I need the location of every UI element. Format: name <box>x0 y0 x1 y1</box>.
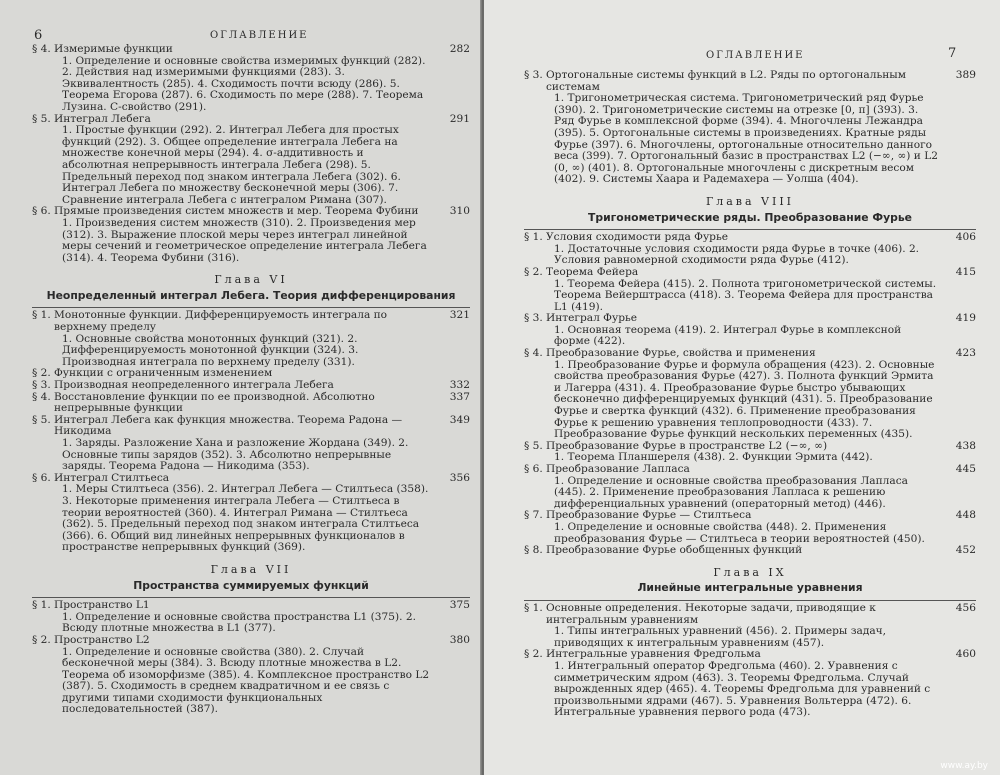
section-mark: § 1. <box>524 601 543 614</box>
section-page: 356 <box>449 471 470 484</box>
chapter-title: Неопределенный интеграл Лебега. Теория дифференцирования <box>46 288 456 302</box>
section-mark: § 8. <box>524 544 543 557</box>
section-page: 445 <box>955 463 976 475</box>
section-mark: § 2. <box>32 367 51 380</box>
section-page: 448 <box>955 509 976 522</box>
section-heading <box>524 510 976 522</box>
section-title: Интеграл Лебега <box>54 112 151 125</box>
section-heading <box>32 415 470 438</box>
section-mark: § 1. <box>32 309 51 322</box>
toc-entry <box>524 649 976 719</box>
section-page: 419 <box>955 312 976 325</box>
subsection-list: 1. Определение и основные свойства (380). 2. Случай бесконечной меры (384). 3. Всюду плотные множества в L2. Теорема об изоморфизме (385). 4. Комплексное пространство L2 (387). 5. Сходимость в среднем квадратичном и ее связь с другими типами сходимости функциональных последовательностей (387). <box>62 645 430 716</box>
section-page: 452 <box>955 544 976 557</box>
section-title: Преобразование Лапласа <box>546 463 690 475</box>
toc-entry <box>32 310 470 368</box>
section-title: Интеграл Стилтьеса <box>54 471 170 484</box>
watermark: www.ay.by <box>940 761 988 771</box>
rule <box>32 307 470 308</box>
section-title: Пространство L1 <box>54 599 150 612</box>
section-page: 291 <box>449 112 470 125</box>
section-title: Интеграл Фурье <box>546 312 638 325</box>
section-title: Преобразование Фурье — Стилтьеса <box>546 509 752 522</box>
chapter-label: Глава IX <box>713 565 787 579</box>
section-heading <box>524 267 976 279</box>
section-page: 375 <box>449 599 470 612</box>
subsection-list: 1. Преобразование Фурье и формула обращения (423). 2. Основные свойства преобразования Фурье (427). 3. Полнота функций Эрмита и Лагерра (431). 4. Преобразование Фурье быстро убывающих бесконечно дифференцируемых функций (431). 5. Преобразование Фурье и свертка функций (432). 6. Применение преобразования Фурье к решению уравнения теплопроводности (433). 7. Преобразование Фурье функций нескольких переменных (435). <box>554 358 935 441</box>
section-mark: § 5. <box>32 112 51 125</box>
section-mark: § 4. <box>524 347 543 360</box>
section-mark: § 2. <box>524 265 543 278</box>
toc-entry <box>32 206 470 264</box>
section-page: 321 <box>449 309 470 322</box>
section-title: Интеграл Лебега как функция множества. Теорема Радона — Никодима <box>54 413 403 438</box>
section-heading <box>524 464 976 476</box>
subsection-list: 1. Теорема Фейера (415). 2. Полнота тригонометрической системы. Теорема Вейерштрасса (418). 3. Теорема Фейера для пространства L1 (419). <box>554 277 937 313</box>
section-mark: § 6. <box>32 471 51 484</box>
section-heading <box>32 635 470 647</box>
section-title: Прямые произведения систем множеств и мер. Теорема Фубини <box>54 205 419 218</box>
section-mark: § 7. <box>524 509 543 522</box>
toc-entry <box>32 392 470 415</box>
section-page: 337 <box>449 390 470 403</box>
section-page: 423 <box>955 347 976 360</box>
toc-entry <box>524 70 976 186</box>
subsection-list: 1. Простые функции (292). 2. Интеграл Лебега для простых функций (292). 3. Общее определение интеграла Лебега на множестве конечной меры (294). 4. σ-аддитивность и абсолютная непрерывность интеграла Лебега (298). 5. Предельный переход под знаком интеграла Лебега (302). 6. Интеграл Лебега по множеству бесконечной меры (306). 7. Сравнение интеграла Лебега с интегралом Римана (307). <box>62 124 401 206</box>
toc-entry <box>524 441 976 464</box>
running-head-right: ОГЛАВЛЕНИЕ <box>706 50 805 61</box>
section-heading <box>32 44 470 56</box>
toc-entry <box>524 603 976 649</box>
section-mark: § 1. <box>524 231 543 244</box>
section-heading <box>32 473 470 485</box>
toc-entry <box>32 380 470 392</box>
page-number-left: 6 <box>34 28 43 43</box>
section-heading <box>524 348 976 360</box>
section-title: Восстановление функции по ее производной. Абсолютно непрерывные функции <box>54 390 375 415</box>
right-page <box>484 0 1000 775</box>
section-title: Ортогональные системы функций в L2. Ряды по ортогональным системам <box>546 69 906 93</box>
section-page: 380 <box>449 633 470 646</box>
section-mark: § 3. <box>524 69 543 81</box>
section-mark: § 3. <box>524 312 543 325</box>
section-heading <box>32 392 470 415</box>
section-title: Преобразование Фурье в пространстве L2 (−∞, ∞) <box>546 439 828 452</box>
toc-entry <box>524 510 976 545</box>
toc-entry <box>32 600 470 635</box>
subsection-list: 1. Определение и основные свойства измеримых функций (282). 2. Действия над измеримыми функциями (283). 3. Эквивалентность (285). 4. Сходимость почти всюду (286). 5. Теорема Егорова (287). 6. Сходимость по мере (288). 7. Теорема Лузина. С-свойство (291). <box>62 54 426 113</box>
subsection-list: 1. Заряды. Разложение Хана и разложение Жордана (349). 2. Основные типы зарядов (352). 3. Абсолютно непрерывные заряды. Теорема Радона — Никодима (353). <box>62 437 409 473</box>
section-page: 282 <box>449 43 470 55</box>
subsection-list: 1. Определение и основные свойства преобразования Лапласа (445). 2. Применение преобразования Лапласа к решению дифференциальных уравнений (операторный метод) (446). <box>554 474 908 510</box>
section-mark: § 2. <box>32 633 51 646</box>
section-title: Пространство L2 <box>54 633 150 646</box>
chapter-title: Линейные интегральные уравнения <box>637 581 863 595</box>
toc-entry <box>524 232 976 267</box>
section-title: Преобразование Фурье обобщенных функций <box>546 544 803 557</box>
toc-entry <box>524 348 976 441</box>
section-page: 415 <box>955 265 976 278</box>
toc-left <box>32 44 470 716</box>
section-heading <box>32 114 470 126</box>
subsection-list: 1. Достаточные условия сходимости ряда Фурье в точке (406). 2. Условия равномерной сходимости ряда Фурье (412). <box>554 242 920 267</box>
page-number-right: 7 <box>948 46 957 61</box>
section-mark: § 6. <box>32 205 51 218</box>
section-heading <box>524 545 976 557</box>
chapter-label: Глава VIII <box>705 194 795 208</box>
subsection-list: 1. Произведения систем множеств (310). 2. Произведения мер (312). 3. Выражение плоской меры через интеграл линейной меры сечений и геометрическое определение интеграла Лебега (314). 4. Теорема Фубини (316). <box>62 216 427 264</box>
toc-entry <box>524 313 976 348</box>
section-mark: § 4. <box>32 390 51 403</box>
section-mark: § 5. <box>524 439 543 452</box>
subsection-list: 1. Интегральный оператор Фредгольма (460). 2. Уравнения с симметрическим ядром (463). 3. Теоремы Фредгольма. Случай вырожденных ядер (465). 4. Теоремы Фредгольма для уравнений с произвольными ядрами (467). 5. Уравнения Вольтерра (472). 6. Интегральные уравнения первого рода (473). <box>554 659 931 719</box>
toc-entry <box>32 415 470 473</box>
left-page <box>0 0 482 775</box>
section-title: Основные определения. Некоторые задачи, приводящие к интегральным уравнениям <box>546 601 876 626</box>
chapter-title: Тригонометрические ряды. Преобразование Фурье <box>587 210 912 224</box>
section-page: 389 <box>955 69 976 81</box>
subsection-list: 1. Теорема Планшереля (438). 2. Функции Эрмита (442). <box>554 451 873 464</box>
section-mark: § 3. <box>32 379 51 392</box>
section-heading <box>524 313 976 325</box>
section-mark: § 1. <box>32 599 51 612</box>
toc-entry <box>32 114 470 207</box>
toc-entry <box>524 267 976 313</box>
section-page: 332 <box>449 379 470 392</box>
section-mark: § 6. <box>524 463 543 475</box>
section-title: Монотонные функции. Дифференцируемость интеграла по верхнему пределу <box>54 309 388 334</box>
toc-entry <box>524 545 976 557</box>
toc-entry <box>32 635 470 716</box>
chapter-title: Пространства суммируемых функций <box>133 578 369 592</box>
section-title: Измеримые функции <box>54 43 173 55</box>
section-heading <box>32 206 470 218</box>
chapter-label: Глава VI <box>214 273 288 287</box>
toc-entry <box>32 44 470 114</box>
toc-right <box>524 70 976 719</box>
section-heading <box>524 649 976 661</box>
section-title: Функции с ограниченным изменением <box>54 367 273 380</box>
section-title: Производная неопределенного интеграла Лебега <box>54 379 334 392</box>
chapter-label: Глава VII <box>210 562 292 576</box>
section-title: Интегральные уравнения Фредгольма <box>546 648 761 661</box>
running-head-left: ОГЛАВЛЕНИЕ <box>210 30 309 41</box>
section-page: 456 <box>955 601 976 614</box>
rule <box>32 597 470 598</box>
section-page: 310 <box>449 205 470 218</box>
subsection-list: 1. Тригонометрическая система. Тригонометрический ряд Фурье (390). 2. Тригонометрические системы на отрезке [0, π] (393). 3. Ряд Фурье в комплексной форме (394). 4. Многочлены Лежандра (395). 5. Ортогональные системы в произведениях. Кратные ряды Фурье (397). 6. Многочлены, ортогональные относительно данного веса (399). 7. Ортогональный базис в пространствах L2 (−∞, ∞) и L2 (0, ∞) (401). 8. Ортогональные многочлены с дискретным весом (402). 9. Системы Хаара и Радемахера — Уолша (404). <box>554 92 938 186</box>
section-page: 406 <box>955 231 976 244</box>
section-title: Условия сходимости ряда Фурье <box>546 231 728 244</box>
section-heading <box>32 310 470 333</box>
subsection-list: 1. Определение и основные свойства (448). 2. Применения преобразования Фурье — Стилтьеса в теории вероятностей (450). <box>554 520 925 545</box>
section-title: Теорема Фейера <box>546 265 639 278</box>
subsection-list: 1. Основная теорема (419). 2. Интеграл Фурье в комплексной форме (422). <box>554 323 902 348</box>
section-heading <box>32 600 470 612</box>
rule <box>524 229 976 230</box>
section-heading <box>524 70 976 93</box>
section-heading <box>524 232 976 244</box>
section-heading <box>524 441 976 453</box>
section-mark: § 2. <box>524 648 543 661</box>
section-title: Преобразование Фурье, свойства и применения <box>546 347 816 360</box>
section-page: 349 <box>449 413 470 426</box>
subsection-list: 1. Типы интегральных уравнений (456). 2. Примеры задач, приводящих к интегральным уравнениям (457). <box>554 625 887 649</box>
toc-entry <box>524 464 976 510</box>
section-heading <box>524 603 976 626</box>
rule <box>524 600 976 601</box>
subsection-list: 1. Определение и основные свойства пространства L1 (375). 2. Всюду плотные множества в L1 (377). <box>62 610 416 635</box>
subsection-list: 1. Меры Стилтьеса (356). 2. Интеграл Лебега — Стилтьеса (358). 3. Некоторые применения интеграла Лебега — Стилтьеса в теории вероятностей (360). 4. Интеграл Римана — Стилтьеса (362). 5. Предельный переход под знаком интеграла Стилтьеса (366). 6. Общий вид линейных непрерывных функционалов в пространстве непрерывных функций (369). <box>62 483 429 554</box>
section-heading <box>32 380 470 392</box>
section-mark: § 4. <box>32 43 51 55</box>
section-page: 460 <box>955 648 976 661</box>
subsection-list: 1. Основные свойства монотонных функций (321). 2. Дифференцируемость монотонной функции (324). 3. Производная интеграла по верхнему пределу (331). <box>62 332 359 368</box>
toc-entry <box>32 473 470 554</box>
section-mark: § 5. <box>32 413 51 426</box>
section-page: 438 <box>955 439 976 452</box>
